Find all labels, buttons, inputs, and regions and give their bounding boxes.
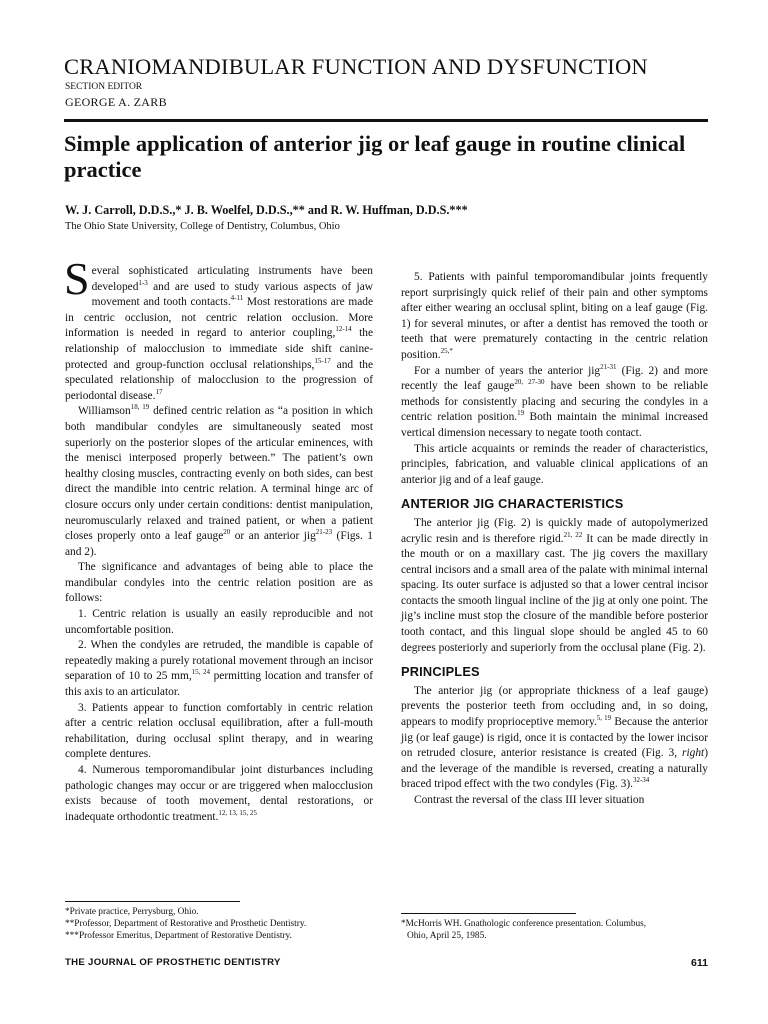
text: and are used to study various aspects of jaw movement and tooth contacts. [91,280,373,309]
text: everal sophisticated articulating instruments have been developed [91,265,373,293]
footnote: ***Professor Emeritus, Department of Restorative Dentistry. [65,931,292,942]
citation: 21-23 [315,528,333,537]
article-title: Simple application of anterior jig or leaf gauge in routine clinical practice [64,131,686,182]
header-rule [64,119,708,122]
section-heading: PRINCIPLES [401,664,480,680]
page-number: 611 [691,957,708,969]
left-column [64,253,374,825]
list-item [401,270,708,364]
citation: 21-31 [600,362,617,371]
citation: 12-14 [335,325,352,334]
list-item: 3. Patients appear to function comfortably in centric relation after a centric relation occlusal equilibration, after a full-mouth rehabilitation, during occlusal splint therapy, and in wearing complete dentures. [65,701,373,761]
citation: 19 [517,409,525,418]
citation: 21, 22 [563,530,583,539]
paragraph: This article acquaints or reminds the reader of characteristics, principles, fabrication, and valuable clinical applications of an anterior jig and of a leaf gauge. [401,442,708,486]
text: (Fig. 2) and more recently the leaf gauge [401,364,708,393]
citation: 12, 13, 15, 25 [218,808,257,817]
section-heading: ANTERIOR JIG CHARACTERISTICS [401,496,624,512]
citation: 20, 27-30 [514,378,545,387]
text: Williamson [78,405,131,418]
section-title: CRANIOMANDIBULAR FUNCTION AND DYSFUNCTION [64,54,648,79]
citation: 5, 19 [596,714,612,723]
paragraph [401,684,708,793]
citation: 17 [155,387,163,396]
footnote: **Professor, Department of Restorative and Prosthetic Dentistry. [65,919,307,930]
citation: 18, 19 [130,403,150,412]
text: Both maintain the minimal increased vertical dimension necessary to negate tooth contact. [401,411,708,439]
text: defined centric relation as “a position in which both mandibular condyles are simultaneously seated most superiorly on the posterior slopes of the articular eminences, with the menisci interposed properly between.” The patient’s own healthy closing muscles, contracting evenly on both sides, can best direct the mandible into centric relation. A terminal hinge arc of closure occurs only under certain conditions: dentist manipulation, neuromuscularly relaxed and trained patient, or when a patient closes properly onto a leaf gauge [65,405,374,543]
section-editor-label: SECTION EDITOR [65,82,143,92]
citation: 20 [223,528,231,537]
text: 5. Patients with painful temporomandibular joints frequently report surprisingly quick relief of their pain and other symptoms after either wearing an occlusal splint, biting on a leaf gauge (Fig. 1) for several minutes, or after a dentist has removed the tooth or teeth that were prematurely contacting in the centric relation position. [401,271,708,361]
paragraph: The significance and advantages of being able to place the mandibular condyles into the centric relation position are as follows: [65,561,373,605]
footnote: Ohio, April 25, 1985. [407,931,487,942]
citation: 4-11 [230,294,244,303]
citation: 1-3 [138,278,148,287]
text: (Figs. 1 and 2). [65,530,373,558]
journal-name: THE JOURNAL OF PROSTHETIC DENTISTRY [65,957,281,968]
italic-text: right [682,747,705,760]
citation: 25,* [440,347,453,356]
text: 4. Numerous temporomandibular joint disturbances including pathologic changes may occur or are triggered when malocclusion exists because of tooth movement, dental restorations, or inadequate orthodontic treatment. [65,764,373,823]
list-item [65,763,373,825]
text: the relationship of malocclusion to immediate side shift canine-protected and group-function occlusal relationships, [65,327,373,371]
paragraph [401,516,708,656]
text: It can be made directly in the mouth or on a maxillary cast. The jig covers the maxillary central incisors and a small area of the palate with minimal internal spacing. Its outer surface is adjusted so that a lower central incisor contacts the smooth lingual incline of the jig at only one point. The jig’s incline must stop the closure of the mandible before posterior tooth contact, and this lingual slope should be angled 45 to 60 degrees posteriorly and superiorly from the occlusal plane (Fig. 2). [401,532,709,654]
citation: 32-34 [632,776,650,785]
footnote: *Private practice, Perrysburg, Ohio. [65,907,199,917]
text: or an anterior jig [230,530,316,543]
paragraph [65,404,373,560]
paragraph [64,253,374,404]
footnote-rule-left [65,901,240,902]
text: ) and the leverage of the mandible is reversed, creating a naturally braced tripod effect with the two condyles (Fig. 3). [401,747,708,791]
footnote-rule-right [401,913,576,914]
drop-cap: S [64,253,90,304]
text: 2. When the condyles are retruded, the mandible is capable of repeatedly making a purely rotational movement through an incisor separation of 10 to 25 mm, [65,639,373,683]
text: For a number of years the anterior jig [414,364,601,377]
text: permitting location and transfer of this axis to an articulator. [65,670,373,699]
text: and the speculated relationship of malocclusion to the progression of periodontal disease. [65,358,374,402]
list-item [65,638,373,700]
text: The anterior jig (Fig. 2) is quickly made of autopolymerized acrylic resin and is therefore rigid. [401,516,708,545]
section-editor-name: GEORGE A. ZARB [65,95,167,109]
paragraph [401,364,708,442]
article-affiliation: The Ohio State University, College of Dentistry, Columbus, Ohio [65,221,340,232]
list-item: 1. Centric relation is usually an easily reproducible and not uncomfortable position. [65,608,373,636]
footnotes-right [401,918,646,942]
footnotes-left [65,906,306,943]
citation: 15, 24 [191,668,210,677]
citation: 15-17 [314,356,331,365]
text: Because the anterior jig (or leaf gauge) is rigid, once it is contacted by the lower incisor on retruded closure, anterior resistance is created (Fig. 3, [401,716,708,760]
footnote: *McHorris WH. Gnathologic conference presentation. Columbus, [401,919,647,929]
paragraph: Contrast the reversal of the class III lever situation [414,794,645,806]
text: have been shown to be reliable methods for consistently placing and securing the condyles in a centric relation position. [401,380,708,424]
text: Most restorations are made in centric occlusion, not centric relation occlusion. More information is needed in regard to anterior coupling, [65,296,373,340]
text: The anterior jig (or appropriate thickness of a leaf gauge) prevents the posterior teeth from occluding and, in so doing, appears to modify proprioceptive memory. [401,684,708,729]
right-column [401,270,708,809]
article-authors: W. J. Carroll, D.D.S.,* J. B. Woelfel, D.D.S.,** and R. W. Huffman, D.D.S.*** [65,203,468,217]
